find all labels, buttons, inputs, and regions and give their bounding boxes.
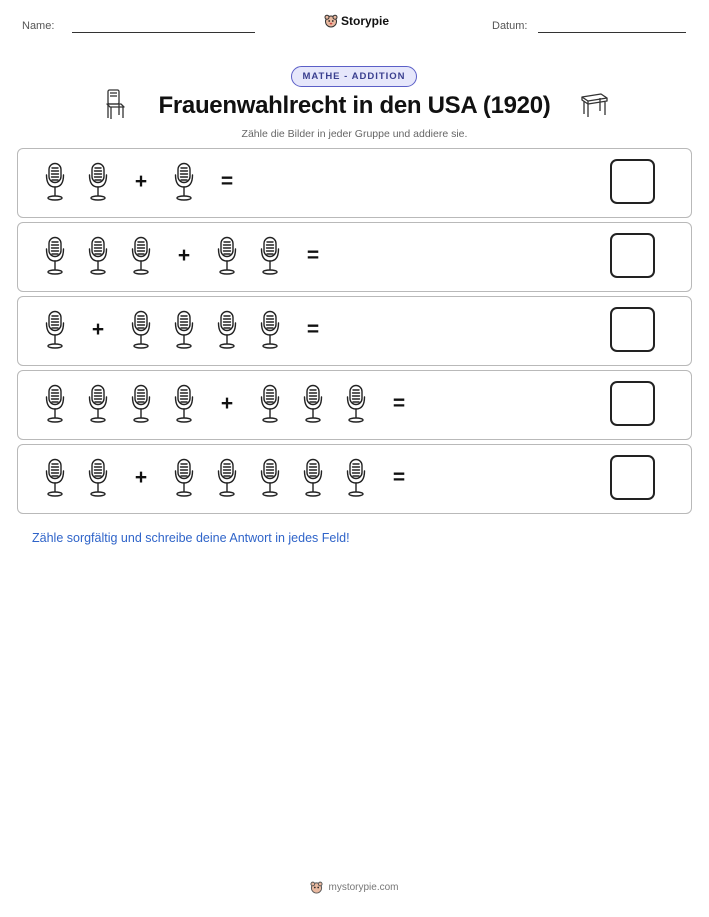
microphone-icon [129,236,153,276]
plus-sign: + [220,392,234,415]
storypie-mascot-icon [310,881,323,894]
microphone-icon [172,310,196,350]
microphone-icon [86,162,110,202]
microphone-icon [43,458,67,498]
answer-box[interactable] [610,381,655,426]
microphone-icon [258,236,282,276]
microphone-icon [301,384,325,424]
microphone-icon [129,310,153,350]
microphone-icon [43,162,67,202]
equals-sign: = [392,392,406,415]
name-label: Name: [22,20,55,32]
footer-site[interactable]: mystorypie.com [328,882,399,893]
answer-box[interactable] [610,455,655,500]
microphone-icon [344,458,368,498]
microphone-icon [172,162,196,202]
brand-name: Storypie [341,14,390,28]
date-line[interactable] [538,32,686,33]
category-badge: MATHE - ADDITION [291,66,417,87]
answer-box[interactable] [610,159,655,204]
microphone-icon [86,236,110,276]
table-icon [579,88,609,118]
equals-sign: = [392,466,406,489]
footnote: Zähle sorgfältig und schreibe deine Antwort in jedes Feld! [32,531,350,545]
plus-sign: + [134,466,148,489]
microphone-icon [86,458,110,498]
microphone-icon [301,458,325,498]
problem-row-5 [17,444,692,514]
microphone-icon [43,310,67,350]
microphone-icon [344,384,368,424]
answer-box[interactable] [610,233,655,278]
plus-sign: + [91,318,105,341]
problem-row-2 [17,222,692,292]
answer-box[interactable] [610,307,655,352]
date-label: Datum: [492,20,528,32]
microphone-icon [215,236,239,276]
microphone-icon [43,384,67,424]
microphone-icon [215,310,239,350]
microphone-icon [129,384,153,424]
microphone-icon [172,384,196,424]
problem-row-3 [17,296,692,366]
equals-sign: = [306,244,320,267]
equals-sign: = [220,170,234,193]
plus-sign: + [134,170,148,193]
problem-row-1 [17,148,692,218]
footer [0,881,709,894]
brand-logo [324,14,389,28]
microphone-icon [86,384,110,424]
microphone-icon [172,458,196,498]
equals-sign: = [306,318,320,341]
storypie-mascot-icon [324,14,338,28]
microphone-icon [215,458,239,498]
microphone-icon [258,310,282,350]
microphone-icon [258,458,282,498]
microphone-icon [258,384,282,424]
problem-row-4 [17,370,692,440]
plus-sign: + [177,244,191,267]
instructions: Zähle die Bilder in jeder Gruppe und addiere sie. [241,128,468,140]
page-title: Frauenwahlrecht in den USA (1920) [158,92,551,119]
name-line[interactable] [72,32,255,33]
microphone-icon [43,236,67,276]
title-row [0,88,709,126]
